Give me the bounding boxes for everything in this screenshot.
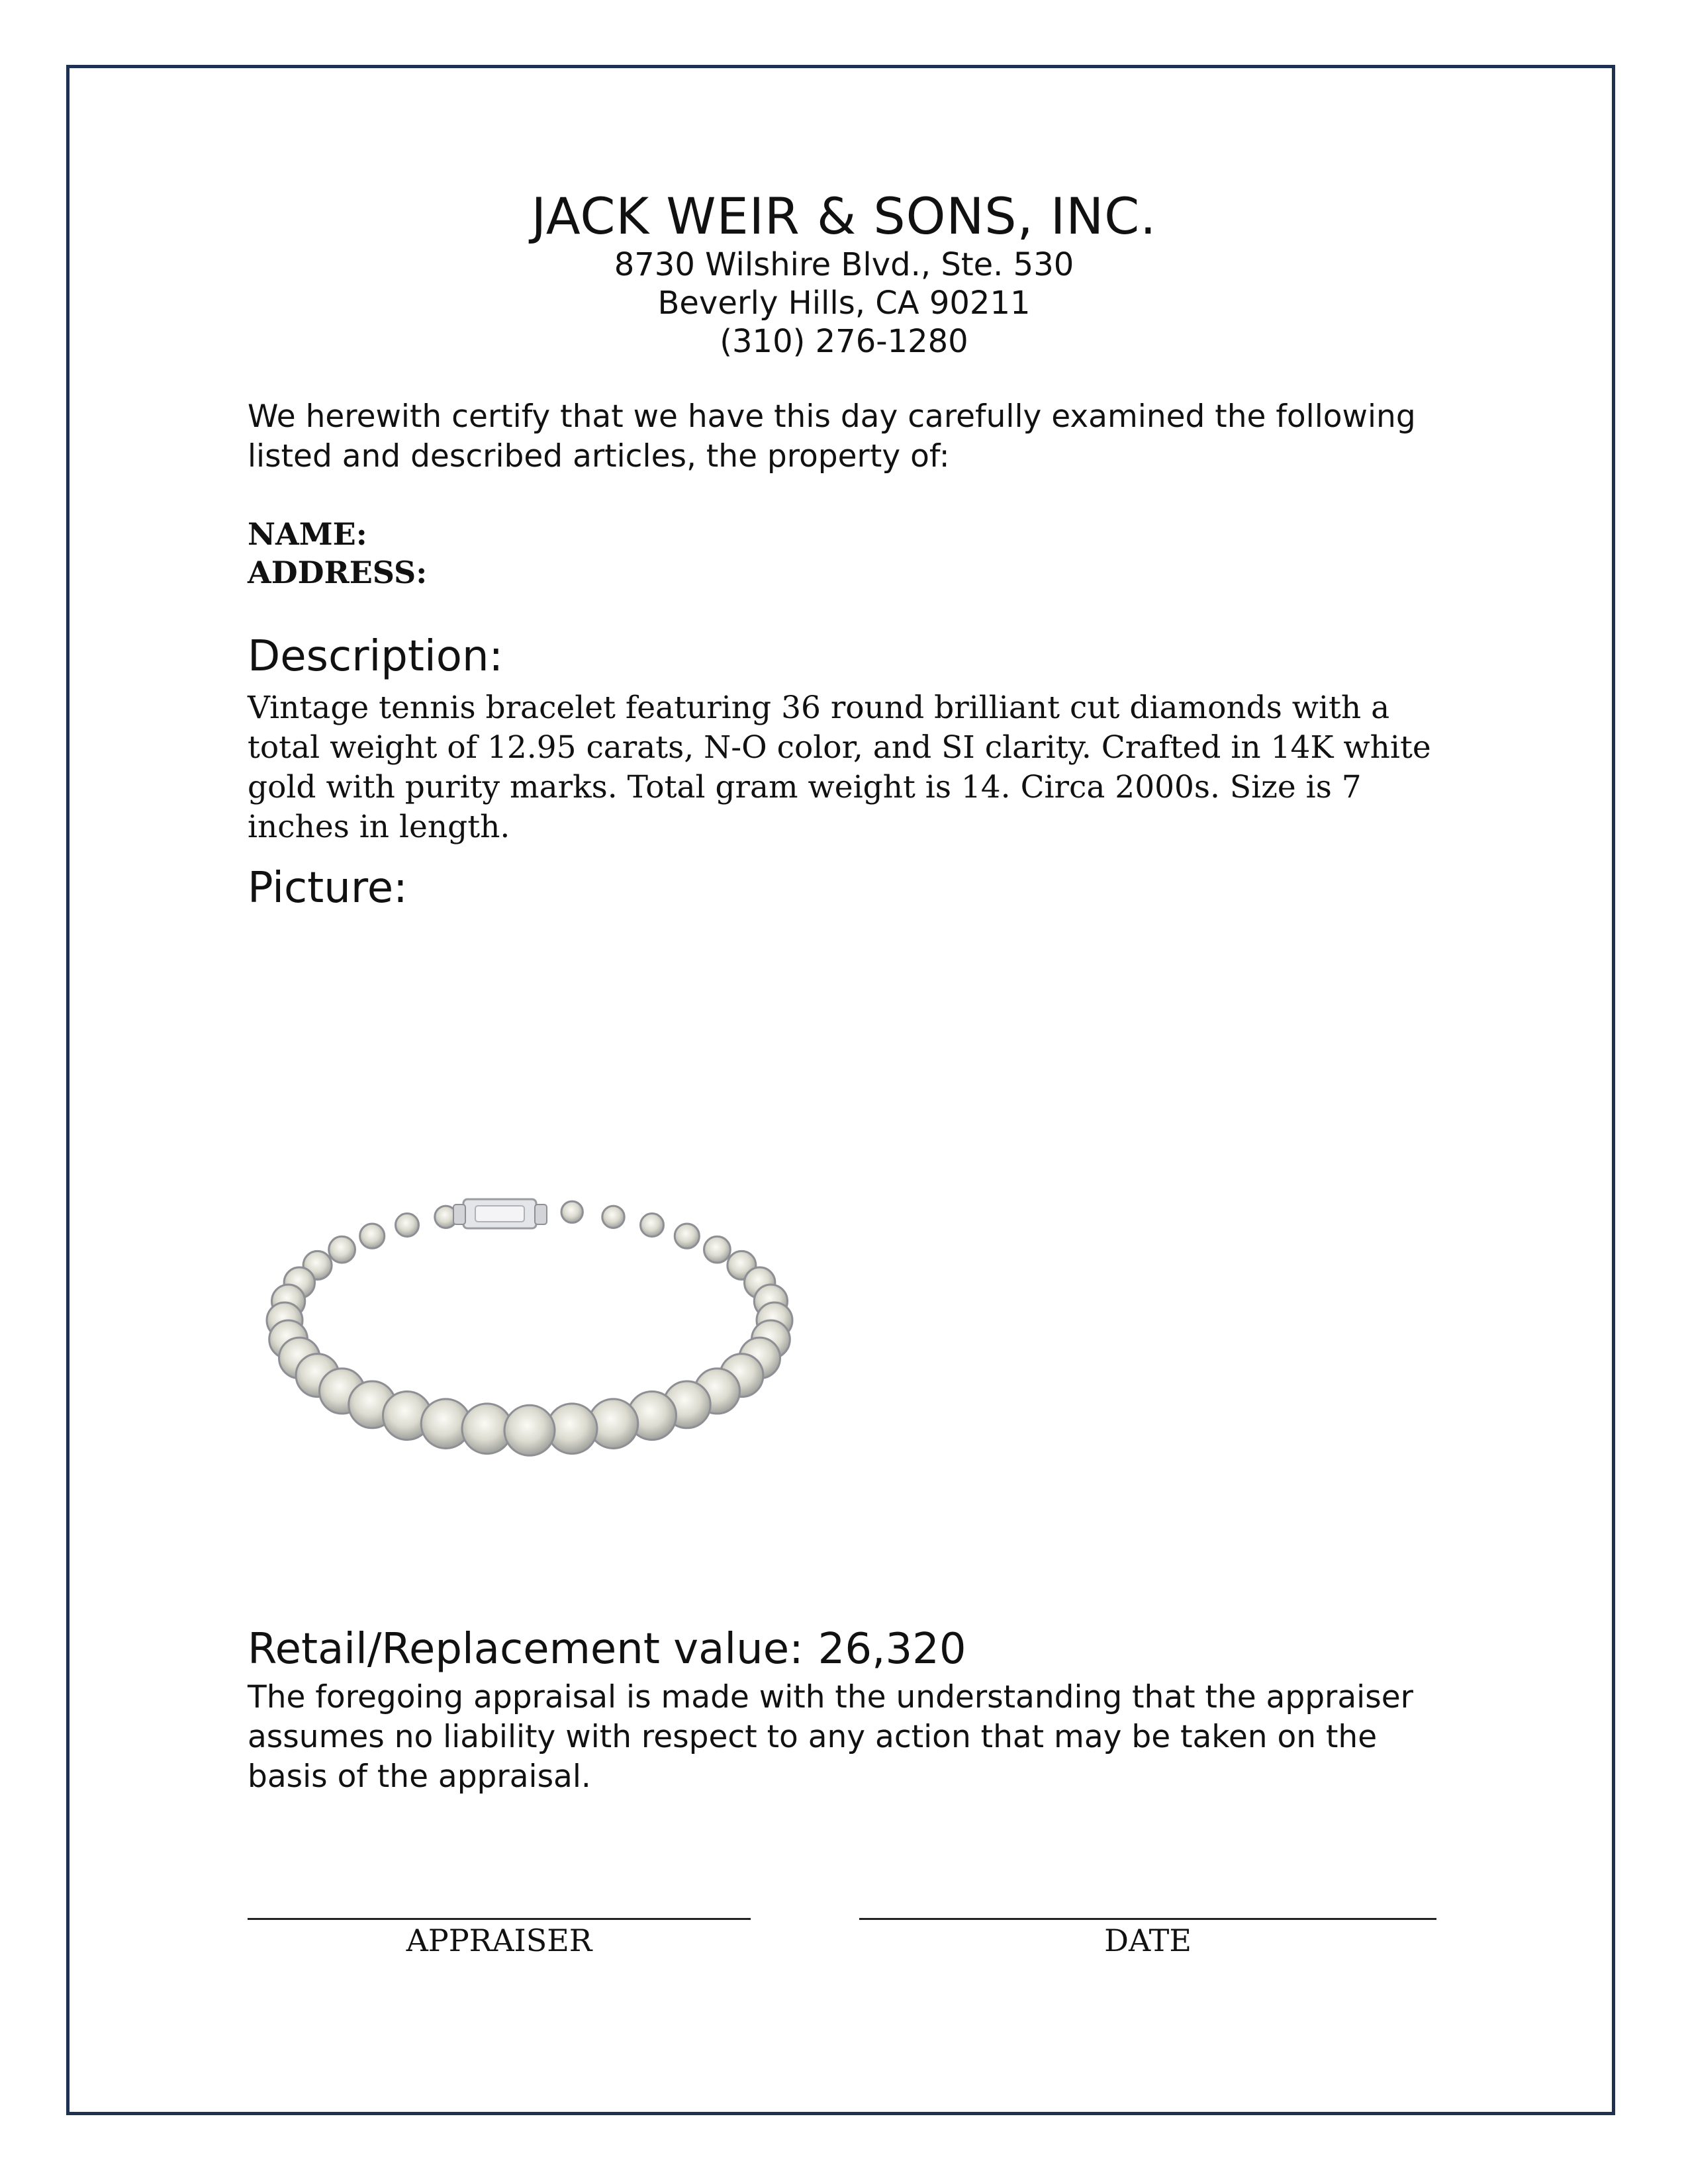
company-address-line2: Beverly Hills, CA 90211 bbox=[657, 285, 1031, 322]
disclaimer-text: The foregoing appraisal is made with the understanding that the appraiser assumes no liability with respect to any action that may be taken on the basis of the appraisal. bbox=[248, 1679, 1413, 1795]
diamond-stone bbox=[396, 1214, 419, 1237]
description-text: Vintage tennis bracelet featuring 36 round brilliant cut diamonds with a total weight of 12.95 carats, N-O color, and SI clarity. Crafted in 14K white gold with purity marks. Total gram weight is 14. Circa 2000s. Size is 7 inches in length. bbox=[248, 690, 1431, 845]
company-name: JACK WEIR & SONS, INC. bbox=[531, 187, 1157, 246]
bracelet-diamonds bbox=[267, 1201, 792, 1455]
diamond-stone bbox=[329, 1236, 355, 1263]
certification-statement: We herewith certify that we have this day carefully examined the following listed and described articles, the property of: bbox=[248, 398, 1416, 475]
diamond-stone bbox=[504, 1405, 555, 1455]
date-signature-line bbox=[859, 1918, 1436, 1920]
value-amount: 26,320 bbox=[818, 1625, 966, 1674]
company-address-line1: 8730 Wilshire Blvd., Ste. 530 bbox=[614, 246, 1074, 283]
name-label: NAME: bbox=[248, 516, 367, 552]
bracelet-photo bbox=[265, 1158, 814, 1469]
diamond-stone bbox=[602, 1206, 624, 1228]
diamond-stone bbox=[641, 1214, 664, 1237]
diamond-stone bbox=[360, 1224, 385, 1248]
diamond-stone bbox=[675, 1224, 699, 1248]
value-line bbox=[248, 1625, 966, 1674]
date-label: DATE bbox=[1104, 1923, 1192, 1958]
diamond-stone bbox=[704, 1236, 731, 1263]
appraiser-signature-line bbox=[248, 1918, 751, 1920]
company-phone: (310) 276-1280 bbox=[720, 323, 968, 360]
picture-heading: Picture: bbox=[248, 864, 408, 913]
diamond-stone bbox=[561, 1201, 583, 1222]
bracelet-clasp bbox=[453, 1199, 547, 1228]
address-label: ADDRESS: bbox=[248, 555, 428, 590]
document-border bbox=[66, 65, 1615, 2115]
value-label: Retail/Replacement value: bbox=[248, 1625, 804, 1674]
appraiser-label: APPRAISER bbox=[406, 1923, 592, 1958]
description-heading: Description: bbox=[248, 632, 504, 681]
